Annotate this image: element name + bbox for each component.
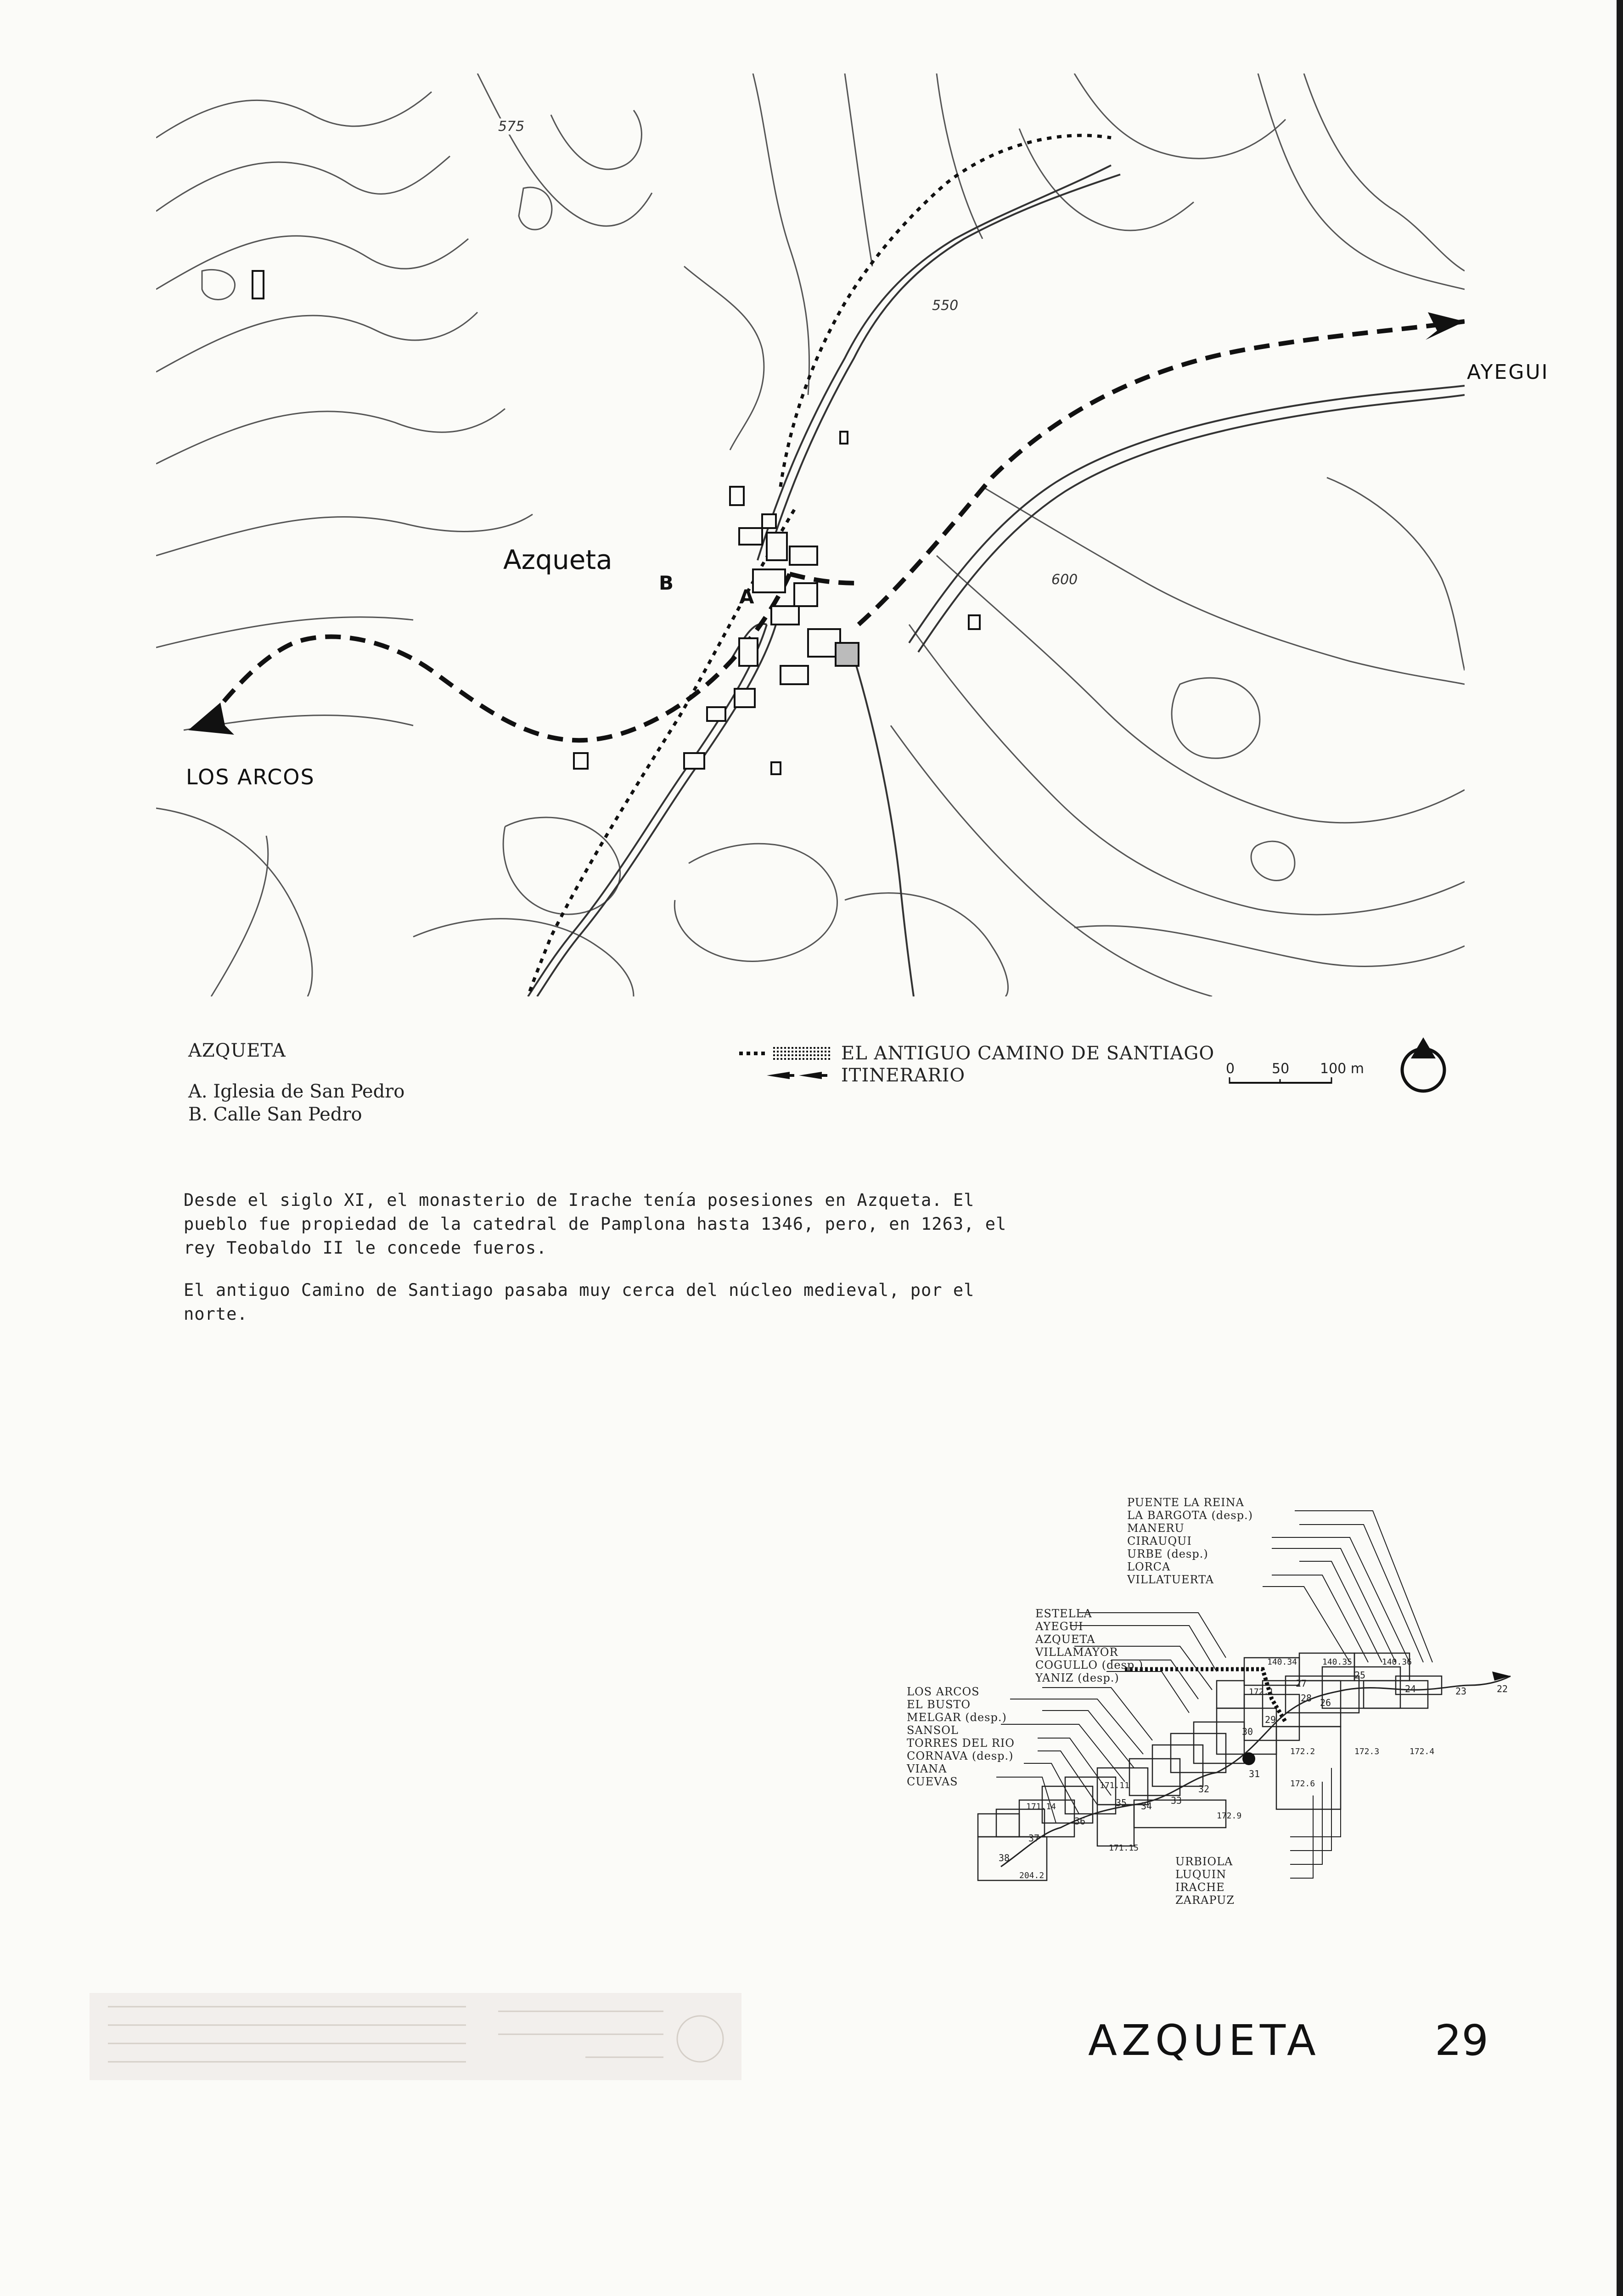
contour-label-600: 600 (1051, 572, 1078, 588)
paragraph-history: Desde el siglo XI, el monasterio de Irache tenía posesiones en Azqueta. El pueblo fue propiedad de la catedral de Pamplona hasta 1346, pero, en 1263, el rey Teobaldo II le concede fueros. (184, 1190, 1007, 1258)
diagram-label: PUENTE LA REINA (1127, 1496, 1244, 1509)
contour-label-575: 575 (498, 118, 525, 135)
sheet-number: 25 (1354, 1670, 1366, 1681)
diagram-label: VIANA (907, 1762, 947, 1775)
sheet-number: 28 (1301, 1693, 1312, 1704)
place-label-ayegui: AYEGUI (1467, 360, 1549, 384)
diagram-label: CIRAUQUI (1127, 1535, 1192, 1548)
page-number: 29 (1435, 2016, 1489, 2065)
diagram-label: AYEGUI (1035, 1620, 1084, 1633)
diagram-label: TORRES DEL RIO (907, 1737, 1015, 1750)
scale-label-0: 0 (1226, 1061, 1235, 1077)
sheet-number: 22 (1497, 1683, 1508, 1694)
sheet-number: 26 (1320, 1697, 1331, 1708)
grid-number: 171.11 (1100, 1781, 1130, 1790)
point-label-a: A (739, 585, 754, 608)
diagram-label: VILLATUERTA (1127, 1573, 1214, 1586)
sheet-number: 32 (1198, 1784, 1210, 1795)
caption-title: AZQUETA (188, 1040, 286, 1061)
sheet-number: 24 (1405, 1683, 1416, 1694)
diagram-label: CUEVAS (907, 1775, 958, 1788)
sheet-number: 36 (1074, 1816, 1086, 1827)
diagram-label: MELGAR (desp.) (907, 1711, 1007, 1724)
diagram-label: LOS ARCOS (907, 1685, 980, 1698)
place-label-los-arcos: LOS ARCOS (186, 765, 315, 789)
caption-list (188, 1080, 404, 1126)
grid-number: 140.36 (1382, 1657, 1412, 1667)
grid-number: 140.35 (1322, 1657, 1353, 1667)
sheet-number: 38 (999, 1852, 1010, 1863)
contour-label-550: 550 (932, 298, 959, 314)
scale-bar-graphic (1226, 1061, 1382, 1107)
grid-number: 171.15 (1109, 1843, 1139, 1853)
grid-number: 172.1 (1249, 1687, 1274, 1697)
north-arrow-icon (1398, 1035, 1449, 1097)
diagram-label: LUQUIN (1175, 1868, 1227, 1881)
diagram-label: IRACHE (1175, 1881, 1225, 1894)
diagram-label: MANERU (1127, 1522, 1185, 1535)
diagram-label: EL BUSTO (907, 1698, 971, 1711)
sheet-number: 37 (1028, 1833, 1040, 1844)
sheet-number: 35 (1116, 1797, 1127, 1808)
sheet-number: 33 (1171, 1795, 1182, 1806)
scale-label-100: 100 m (1320, 1061, 1365, 1077)
diagram-label: ZARAPUZ (1175, 1894, 1235, 1907)
grid-number: 172.6 (1290, 1779, 1315, 1789)
show-through-legend (90, 1993, 741, 2080)
caption-item-b: B. Calle San Pedro (188, 1104, 362, 1125)
grid-number: 172.9 (1217, 1811, 1242, 1821)
arrow-line-symbol-icon (739, 1066, 831, 1085)
caption-item-a: A. Iglesia de San Pedro (188, 1081, 405, 1102)
topographic-map (156, 73, 1465, 996)
grid-number: 204.2 (1019, 1871, 1045, 1880)
diagram-label: URBIOLA (1175, 1855, 1233, 1868)
diagram-label: CORNAVA (desp.) (907, 1750, 1014, 1762)
dotted-line-symbol-icon (739, 1044, 831, 1063)
diagram-label: LA BARGOTA (desp.) (1127, 1509, 1253, 1522)
diagram-label: URBE (desp.) (1127, 1548, 1208, 1560)
sheet-number: 30 (1242, 1726, 1253, 1737)
diagram-label: COGULLO (desp.) (1035, 1659, 1144, 1671)
sheet-number: 31 (1249, 1768, 1260, 1779)
diagram-label: ESTELLA (1035, 1607, 1092, 1620)
page-edge-bar (1617, 0, 1623, 2296)
legend-itinerario-label: ITINERARIO (841, 1065, 966, 1086)
diagram-label: AZQUETA (1035, 1633, 1095, 1646)
grid-number: 140.34 (1267, 1657, 1297, 1667)
legend-row-antiguo (739, 1042, 1214, 1064)
diagram-label: VILLAMAYOR (1035, 1646, 1118, 1659)
place-label-azqueta: Azqueta (500, 544, 615, 575)
diagram-label: SANSOL (907, 1724, 959, 1737)
sheet-number: 23 (1455, 1686, 1467, 1697)
diagram-label: LORCA (1127, 1560, 1171, 1573)
grid-number: 172.4 (1410, 1747, 1435, 1756)
footer-title: AZQUETA (1088, 2016, 1320, 2065)
scale-bar (1226, 1061, 1382, 1107)
legend-row-itinerario (739, 1064, 1214, 1086)
map-legend (739, 1042, 1214, 1086)
point-label-b: B (659, 572, 674, 594)
grid-number: 171.14 (1026, 1802, 1056, 1812)
legend-antiguo-label: EL ANTIGUO CAMINO DE SANTIAGO (841, 1043, 1215, 1064)
diagram-label: YANIZ (desp.) (1035, 1671, 1119, 1684)
grid-number: 172.2 (1290, 1747, 1315, 1756)
grid-number: 172.3 (1354, 1747, 1380, 1756)
sheet-number: 29 (1265, 1714, 1276, 1725)
sheet-number: 34 (1141, 1801, 1152, 1812)
paragraph-camino: El antiguo Camino de Santiago pasaba muy cerca del núcleo medieval, por el norte. (184, 1280, 975, 1324)
scale-label-50: 50 (1272, 1061, 1290, 1077)
sheet-number: 27 (1296, 1678, 1307, 1689)
